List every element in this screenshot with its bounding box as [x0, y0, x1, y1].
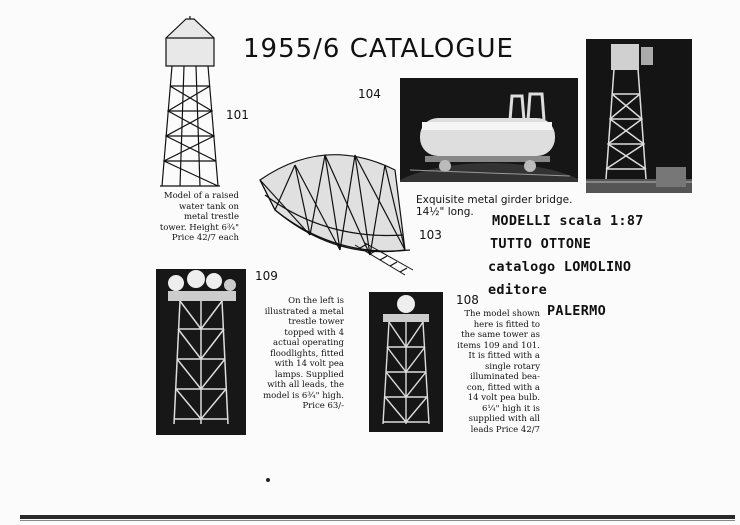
bridge-caption-line: 14½" long. — [416, 206, 474, 218]
publisher-line-scale: MODELLI scala 1:87 — [492, 213, 644, 229]
desc-line: water tank on — [179, 201, 239, 212]
desc-line: illuminated bea- — [470, 372, 540, 382]
tank-wagon-photo — [400, 78, 578, 182]
desc-line: model is 6¾" high. — [263, 390, 344, 401]
desc-line: items 109 and 101. — [457, 340, 540, 351]
desc-line: with 14 volt pea — [274, 359, 344, 369]
publisher-line-editor: editore — [488, 282, 547, 298]
description-108 — [454, 309, 540, 435]
desc-line: floodlights, fitted — [270, 348, 344, 359]
desc-line: Price 63/- — [302, 401, 344, 411]
bridge-caption-line: Exquisite metal girder bridge. — [416, 194, 573, 206]
description-109 — [254, 296, 344, 412]
desc-line: Price 42/7 each — [171, 233, 239, 243]
desc-line: topped with 4 — [284, 327, 344, 338]
desc-line: It is fitted with a — [468, 351, 540, 361]
bottom-edge-rule-thin — [20, 520, 735, 521]
desc-line: supplied with all — [468, 414, 540, 424]
desc-line: leads Price 42/7 — [470, 424, 540, 435]
desc-line: trestle tower — [288, 317, 344, 327]
desc-line: single rotary — [485, 361, 540, 372]
desc-line: lamps. Supplied — [274, 369, 344, 380]
item-number-101: 101 — [226, 108, 249, 122]
publisher-line-city: PALERMO — [547, 303, 606, 319]
description-101 — [156, 191, 239, 244]
desc-line: con, fitted with a — [466, 382, 540, 393]
stray-dot — [266, 478, 270, 482]
desc-line: 14 volt pea bulb. — [467, 393, 540, 403]
desc-line: 6¼" high it is — [482, 403, 540, 414]
floodlight-tower-photo — [156, 269, 246, 435]
item-number-109: 109 — [255, 269, 278, 283]
page-title: 1955/6 CATALOGUE — [243, 34, 514, 64]
trestle-tower-photo — [586, 39, 692, 193]
girder-bridge-illustration — [255, 140, 415, 278]
item-number-108: 108 — [456, 293, 479, 307]
desc-line: The model shown — [464, 309, 540, 319]
desc-line: the same tower as — [461, 330, 540, 340]
desc-line: tower. Height 6¾" — [159, 222, 239, 233]
publisher-line-catalogue: catalogo LOMOLINO — [488, 259, 632, 275]
desc-line: illustrated a metal — [264, 306, 344, 317]
desc-line: metal trestle — [183, 212, 239, 222]
item-number-104: 104 — [358, 87, 381, 101]
desc-line: with all leads, the — [267, 380, 344, 390]
desc-line: Model of a raised — [163, 191, 239, 201]
publisher-line-material: TUTTO OTTONE — [490, 236, 592, 252]
desc-line: actual operating — [273, 338, 344, 348]
desc-line: On the left is — [288, 296, 344, 306]
beacon-tower-photo — [369, 292, 443, 432]
bottom-edge-rule — [20, 515, 735, 519]
item-number-103: 103 — [419, 228, 442, 242]
desc-line: here is fitted to — [473, 319, 540, 330]
water-tank-illustration — [158, 16, 222, 192]
